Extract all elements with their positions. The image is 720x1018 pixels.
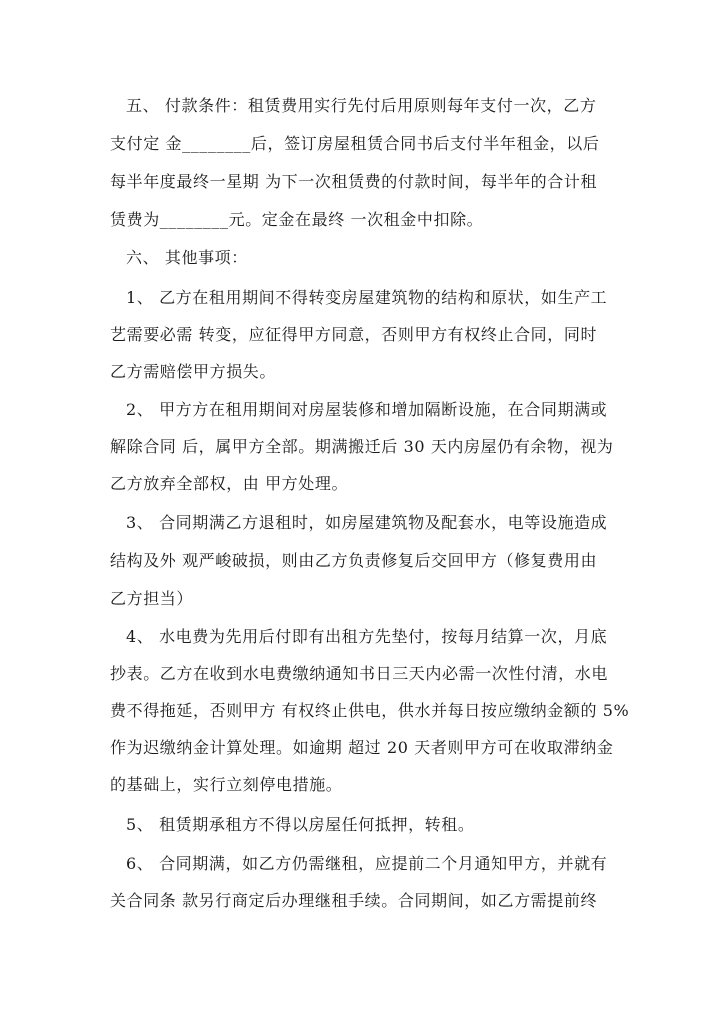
clause-5-line-1: 五、 付款条件：租赁费用实行先付后用原则每年支付一次，乙方 (126, 96, 597, 115)
item-2-line-2: 解除合同 后，属甲方全部。期满搬迁后 30 天内房屋仍有余物，视为 (110, 437, 614, 456)
item-3-line-2: 结构及外 观严峻破损，则由乙方负责修复后交回甲方（修复费用由 (110, 551, 598, 570)
item-4-line-4: 作为迟缴纳金计算处理。如逾期 超过 20 天者则甲方可在收取滞纳金 (110, 738, 614, 757)
section-6-heading: 六、 其他事项： (126, 248, 248, 267)
item-5-line-1: 5、 租赁期承租方不得以房屋任何抵押，转租。 (126, 815, 475, 834)
item-4-line-5: 的基础上，实行立刻停电措施。 (110, 775, 343, 794)
item-4-line-1: 4、 水电费为先用后付即有出租方先垫付，按每月结算一次，月底 (126, 627, 608, 646)
item-1-line-3: 乙方需赔偿甲方损失。 (110, 362, 277, 381)
item-2-line-3: 乙方放弃全部权，由 甲方处理。 (110, 474, 349, 493)
item-3-line-1: 3、 合同期满乙方退租时，如房屋建筑物及配套水，电等设施造成 (126, 513, 608, 532)
item-3-line-3: 乙方担当） (110, 589, 194, 608)
item-1-line-1: 1、 乙方在租用期间不得转变房屋建筑物的结构和原状，如生产工 (126, 288, 608, 307)
clause-5-line-2: 支付定 金________后，签订房屋租赁合同书后支付半年租金，以后 (110, 134, 600, 153)
item-4-line-2: 抄表。乙方在收到水电费缴纳通知书日三天内必需一次性付清，水电 (110, 664, 609, 683)
item-1-line-2: 艺需要必需 转变，应征得甲方同意，否则甲方有权终止合同，同时 (110, 325, 598, 344)
item-4-line-3: 费不得拖延，否则甲方 有权终止供电，供水并每日按应缴纳金额的 5% (110, 701, 630, 720)
item-6-line-2: 关合同条 款另行商定后办理继租手续。合同期间，如乙方需提前终 (110, 891, 598, 910)
clause-5-line-3: 每半年度最终一星期 为下一次租赁费的付款时间，每半年的合计租 (110, 172, 598, 191)
item-6-line-1: 6、 合同期满，如乙方仍需继租，应提前二个月通知甲方，并就有 (126, 854, 608, 873)
clause-5-line-4: 赁费为________元。定金在最终 一次租金中扣除。 (110, 210, 484, 229)
item-2-line-1: 2、 甲方方在租用期间对房屋装修和增加隔断设施，在合同期满或 (126, 400, 608, 419)
